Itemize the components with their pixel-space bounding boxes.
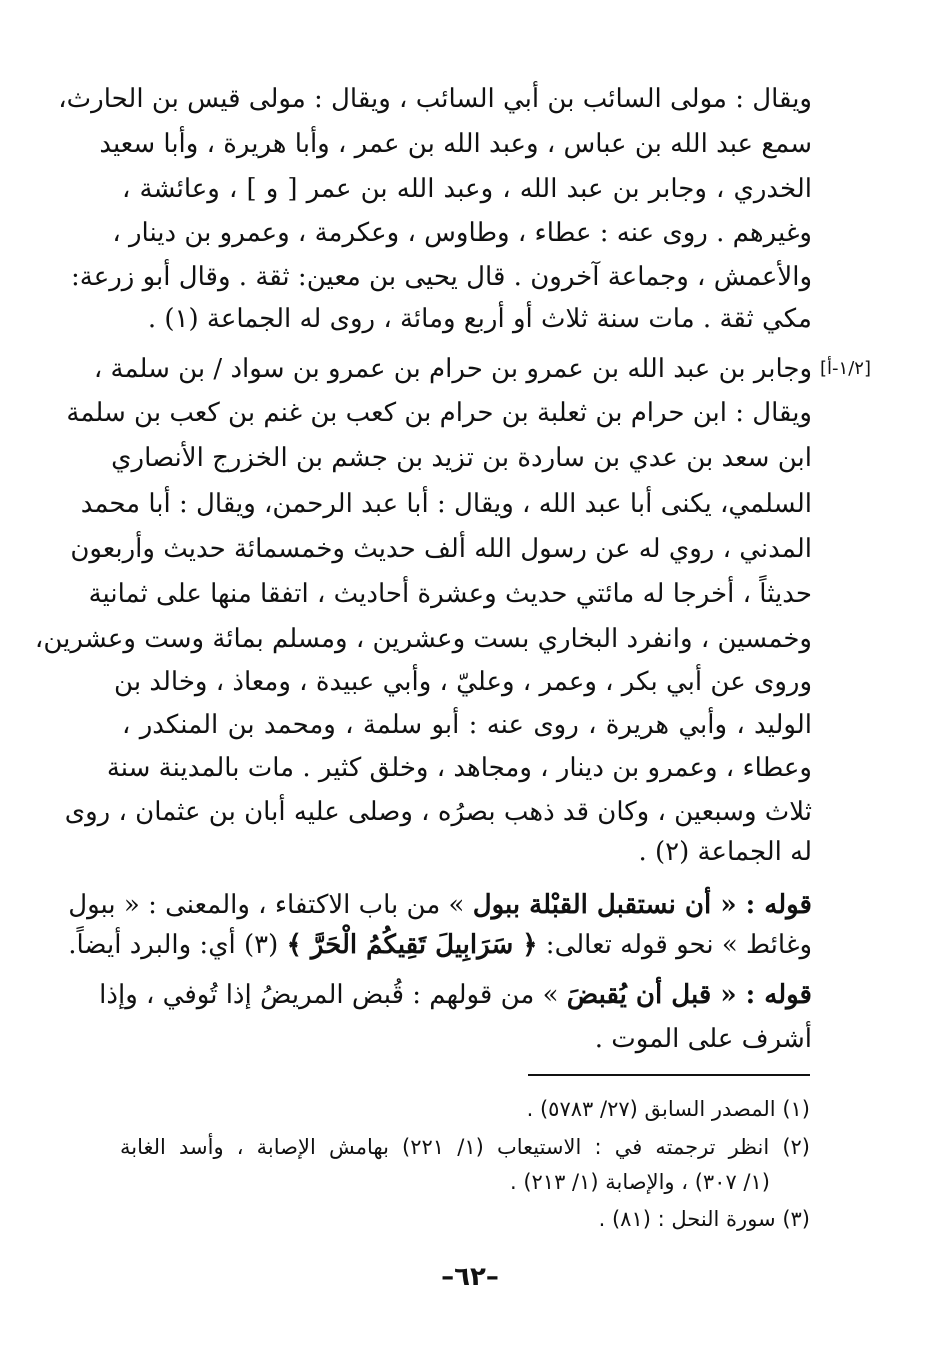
footnote-2-continued: (١/ ٣٠٧) ، والإصابة (١/ ٢١٣) . [509, 1170, 770, 1194]
footnote-2: (٢) انظر ترجمته في : الاستيعاب (١/ ٢٢١) بهامش الإصابة ، وأسد الغابة [120, 1135, 810, 1159]
text-line: وجابر بن عبد الله بن عمرو بن حرام بن عمرو بن سواد / بن سلمة ، [93, 354, 812, 384]
text-line: ويقال : مولى السائب بن أبي السائب ، ويقال : مولى قيس بن الحارث، [58, 84, 812, 114]
text-line: سمع عبد الله بن عباس ، وعبد الله بن عمر ، وأبا هريرة ، وأبا سعيد [99, 129, 812, 159]
text-line: أشرف على الموت . [594, 1024, 812, 1054]
text-line: السلمي، يكنى أبا عبد الله ، ويقال : أبا عبد الرحمن، ويقال : أبا محمد [80, 489, 812, 519]
text-line: وعطاء ، وعمرو بن دينار ، ومجاهد ، وخلق كثير . مات بالمدينة سنة [106, 753, 812, 783]
text-span: وغائط » نحو قوله تعالى: [537, 930, 812, 960]
text-line [99, 976, 812, 1014]
text-line: وخمسين ، وانفرد البخاري بست وعشرين ، ومسلم بمائة وست وعشرين، [34, 624, 812, 654]
footnote-1: (١) المصدر السابق (٢٧/ ٥٧٨٣) . [526, 1097, 810, 1121]
text-line: ويقال : ابن حرام بن ثعلبة بن حرام بن كعب بن غنم بن كعب بن سلمة [66, 398, 812, 428]
text-line: الخدري ، وجابر بن عبد الله ، وعبد الله بن عمر [ و ] ، وعائشة ، [122, 174, 812, 204]
text-line: المدني ، روي له عن رسول الله ألف حديث وخمسمائة حديث وأربعون [70, 534, 812, 564]
margin-manuscript-reference: [١/٢-أ] [820, 358, 871, 379]
footnote-3: (٣) سورة النحل : (٨١) . [598, 1207, 810, 1231]
text-line: وغيرهم . روى عنه : عطاء ، وطاوس ، وعكرمة ، وعمرو بن دينار ، [112, 218, 812, 248]
quran-verse: ﴿ سَرَابِيلَ تَقِيكُمُ الْحَرَّ ﴾ [286, 930, 538, 960]
text-line: وروى عن أبي بكر ، وعمر ، وعليّ ، وأبي عبيدة ، ومعاذ ، وخالد بن [114, 667, 812, 697]
comment-label: قوله : « [711, 890, 812, 920]
footnote-divider [528, 1074, 810, 1076]
quoted-phrase: أن نستقبل القبْلة ببول [472, 890, 712, 920]
text-line: والأعمش ، وجماعة آخرون . قال يحيى بن معين: ثقة . وقال أبو زرعة: [71, 262, 812, 292]
text-line: ابن سعد بن عدي بن ساردة بن تزيد بن جشم بن الخزرج الأنصاري [111, 443, 812, 473]
text-span: (٣) أي: والبرد أيضاً. [68, 930, 287, 960]
text-line: ثلاث وسبعين ، وكان قد ذهب بصرُه ، وصلى عليه أبان بن عثمان ، روى [64, 797, 812, 827]
text-line: حديثاً ، أخرجا له مائتي حديث وعشرة أحاديث ، اتفقا منها على ثمانية [88, 579, 812, 609]
text-line [68, 926, 812, 964]
quoted-phrase: قبل أن يُقبضَ [566, 980, 712, 1010]
text-line [68, 886, 812, 924]
text-span: » من باب الاكتفاء ، والمعنى : « ببول [68, 890, 473, 920]
page-number: –٦٢– [441, 1262, 499, 1292]
text-line: له الجماعة (٢) . [638, 837, 812, 867]
text-span: » من قولهم : قُبض المريضُ إذا تُوفي ، وإذا [99, 980, 567, 1010]
text-line: الوليد ، وأبي هريرة ، روى عنه : أبو سلمة ، ومحمد بن المنكدر ، [122, 710, 812, 740]
text-line: مكي ثقة . مات سنة ثلاث أو أربع ومائة ، روى له الجماعة (١) . [147, 304, 812, 334]
comment-label: قوله : « [711, 980, 812, 1010]
